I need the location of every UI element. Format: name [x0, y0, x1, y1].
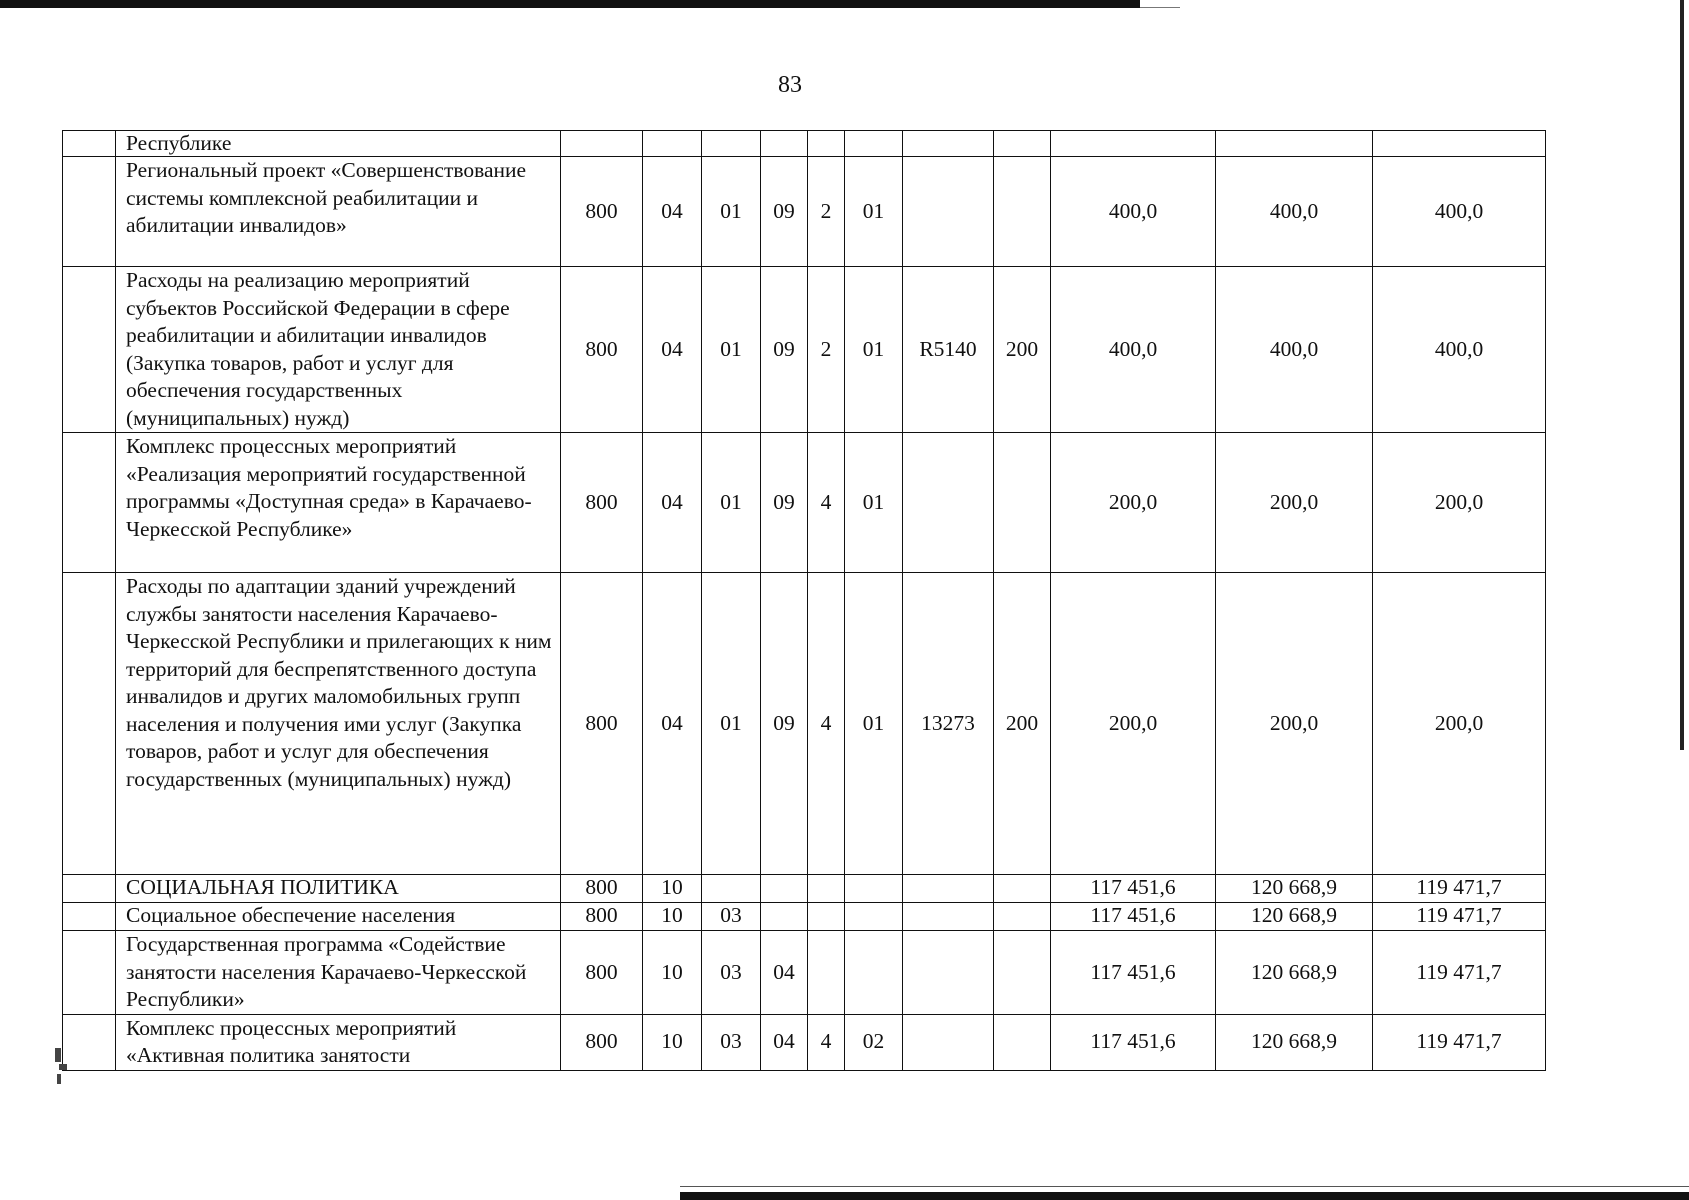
row-index-cell [63, 267, 116, 433]
amount-cell: 117 451,6 [1051, 1014, 1216, 1070]
amount-cell [1216, 131, 1373, 157]
amount-cell: 119 471,7 [1373, 931, 1546, 1015]
code-cell: 800 [561, 433, 643, 573]
amount-cell: 200,0 [1373, 573, 1546, 875]
amount-cell: 400,0 [1373, 267, 1546, 433]
amount-cell: 200,0 [1373, 433, 1546, 573]
code-cell [903, 875, 994, 903]
amount-cell: 120 668,9 [1216, 875, 1373, 903]
code-cell: 4 [808, 1014, 845, 1070]
table-row [63, 1014, 1546, 1070]
amount-cell: 400,0 [1216, 157, 1373, 267]
amount-cell: 400,0 [1216, 267, 1373, 433]
budget-table [62, 130, 1546, 1071]
code-cell: 09 [761, 433, 808, 573]
code-cell: 01 [845, 433, 903, 573]
code-cell [994, 131, 1051, 157]
code-cell: 03 [702, 931, 761, 1015]
description-cell: Государственная программа «Содействие занятости населения Карачаево-Черкесской Республики» [116, 931, 561, 1015]
table-row [63, 903, 1546, 931]
amount-cell: 117 451,6 [1051, 875, 1216, 903]
amount-cell: 200,0 [1216, 573, 1373, 875]
code-cell: 01 [702, 157, 761, 267]
code-cell: 09 [761, 573, 808, 875]
description-cell: Республике [116, 131, 561, 157]
code-cell: 800 [561, 157, 643, 267]
code-cell: 03 [702, 1014, 761, 1070]
code-cell [903, 157, 994, 267]
amount-cell: 400,0 [1373, 157, 1546, 267]
amount-cell [1051, 131, 1216, 157]
code-cell: 10 [643, 931, 702, 1015]
row-index-cell [63, 157, 116, 267]
code-cell [845, 131, 903, 157]
amount-cell: 119 471,7 [1373, 875, 1546, 903]
amount-cell: 119 471,7 [1373, 903, 1546, 931]
code-cell: 2 [808, 267, 845, 433]
description-cell: Расходы по адаптации зданий учреждений службы занятости населения Карачаево-Черкесской Республики и прилегающих к ним территорий для беспрепятственного доступа инвалидов и других маломобильных групп населения и получения ими услуг (Закупка товаров, работ и услуг для обеспечения государственных (муниципальных) нужд) [116, 573, 561, 875]
code-cell [903, 903, 994, 931]
code-cell [808, 903, 845, 931]
code-cell: 04 [643, 433, 702, 573]
code-cell [761, 903, 808, 931]
code-cell [702, 875, 761, 903]
code-cell [702, 131, 761, 157]
code-cell: 800 [561, 875, 643, 903]
amount-cell [1373, 131, 1546, 157]
code-cell [845, 875, 903, 903]
code-cell [903, 433, 994, 573]
code-cell: 04 [761, 1014, 808, 1070]
table-row [63, 131, 1546, 157]
table-row [63, 157, 1546, 267]
page-number: 83 [778, 72, 802, 98]
code-cell [808, 131, 845, 157]
scan-bottom-border [680, 1192, 1689, 1200]
code-cell [845, 903, 903, 931]
amount-cell: 200,0 [1051, 573, 1216, 875]
code-cell [994, 875, 1051, 903]
code-cell: 10 [643, 1014, 702, 1070]
code-cell: 02 [845, 1014, 903, 1070]
code-cell: 800 [561, 931, 643, 1015]
code-cell [561, 131, 643, 157]
description-cell: Комплекс процессных мероприятий «Активная политика занятости [116, 1014, 561, 1070]
amount-cell: 200,0 [1051, 433, 1216, 573]
code-cell: 200 [994, 573, 1051, 875]
code-cell [994, 157, 1051, 267]
code-cell [808, 931, 845, 1015]
code-cell: 2 [808, 157, 845, 267]
amount-cell: 120 668,9 [1216, 1014, 1373, 1070]
amount-cell: 120 668,9 [1216, 903, 1373, 931]
row-index-cell [63, 131, 116, 157]
table-row [63, 433, 1546, 573]
row-index-cell [63, 1014, 116, 1070]
code-cell: 01 [702, 267, 761, 433]
code-cell: 800 [561, 903, 643, 931]
amount-cell: 117 451,6 [1051, 903, 1216, 931]
code-cell [994, 931, 1051, 1015]
amount-cell: 119 471,7 [1373, 1014, 1546, 1070]
code-cell [761, 131, 808, 157]
table-row [63, 267, 1546, 433]
table-row [63, 931, 1546, 1015]
row-index-cell [63, 903, 116, 931]
scan-right-border [1680, 0, 1684, 750]
code-cell: 03 [702, 903, 761, 931]
code-cell: 09 [761, 157, 808, 267]
amount-cell: 200,0 [1216, 433, 1373, 573]
code-cell: 04 [643, 267, 702, 433]
scan-artifact [53, 1048, 67, 1088]
code-cell [994, 433, 1051, 573]
table-row [63, 573, 1546, 875]
scan-top-border [0, 0, 1140, 8]
code-cell: 04 [643, 573, 702, 875]
code-cell [903, 931, 994, 1015]
description-cell: Социальное обеспечение населения [116, 903, 561, 931]
code-cell: 04 [761, 931, 808, 1015]
row-index-cell [63, 433, 116, 573]
scan-bottom-border-thin [680, 1186, 1689, 1187]
code-cell [761, 875, 808, 903]
code-cell: 01 [702, 573, 761, 875]
code-cell [994, 903, 1051, 931]
code-cell [808, 875, 845, 903]
code-cell: 800 [561, 573, 643, 875]
description-cell: Региональный проект «Совершенствование системы комплексной реабилитации и абилитации инвалидов» [116, 157, 561, 267]
code-cell: 800 [561, 267, 643, 433]
description-cell: Расходы на реализацию мероприятий субъектов Российской Федерации в сфере реабилитации и абилитации инвалидов (Закупка товаров, работ и услуг для обеспечения государственных (муниципальных) нужд) [116, 267, 561, 433]
row-index-cell [63, 931, 116, 1015]
code-cell: 09 [761, 267, 808, 433]
code-cell: 10 [643, 903, 702, 931]
description-cell: СОЦИАЛЬНАЯ ПОЛИТИКА [116, 875, 561, 903]
code-cell: 04 [643, 157, 702, 267]
code-cell: 4 [808, 573, 845, 875]
amount-cell: 400,0 [1051, 157, 1216, 267]
row-index-cell [63, 573, 116, 875]
code-cell: 01 [845, 157, 903, 267]
code-cell [903, 1014, 994, 1070]
code-cell [845, 931, 903, 1015]
code-cell: 01 [845, 267, 903, 433]
table-row [63, 875, 1546, 903]
amount-cell: 117 451,6 [1051, 931, 1216, 1015]
code-cell: R5140 [903, 267, 994, 433]
code-cell [994, 1014, 1051, 1070]
scan-top-border-tail [1140, 7, 1180, 8]
code-cell: 800 [561, 1014, 643, 1070]
code-cell: 01 [702, 433, 761, 573]
code-cell: 13273 [903, 573, 994, 875]
code-cell: 01 [845, 573, 903, 875]
code-cell: 10 [643, 875, 702, 903]
amount-cell: 120 668,9 [1216, 931, 1373, 1015]
code-cell [903, 131, 994, 157]
description-cell: Комплекс процессных мероприятий «Реализация мероприятий государственной программы «Доступная среда» в Карачаево-Черкесской Республике» [116, 433, 561, 573]
code-cell: 200 [994, 267, 1051, 433]
code-cell [643, 131, 702, 157]
amount-cell: 400,0 [1051, 267, 1216, 433]
row-index-cell [63, 875, 116, 903]
code-cell: 4 [808, 433, 845, 573]
